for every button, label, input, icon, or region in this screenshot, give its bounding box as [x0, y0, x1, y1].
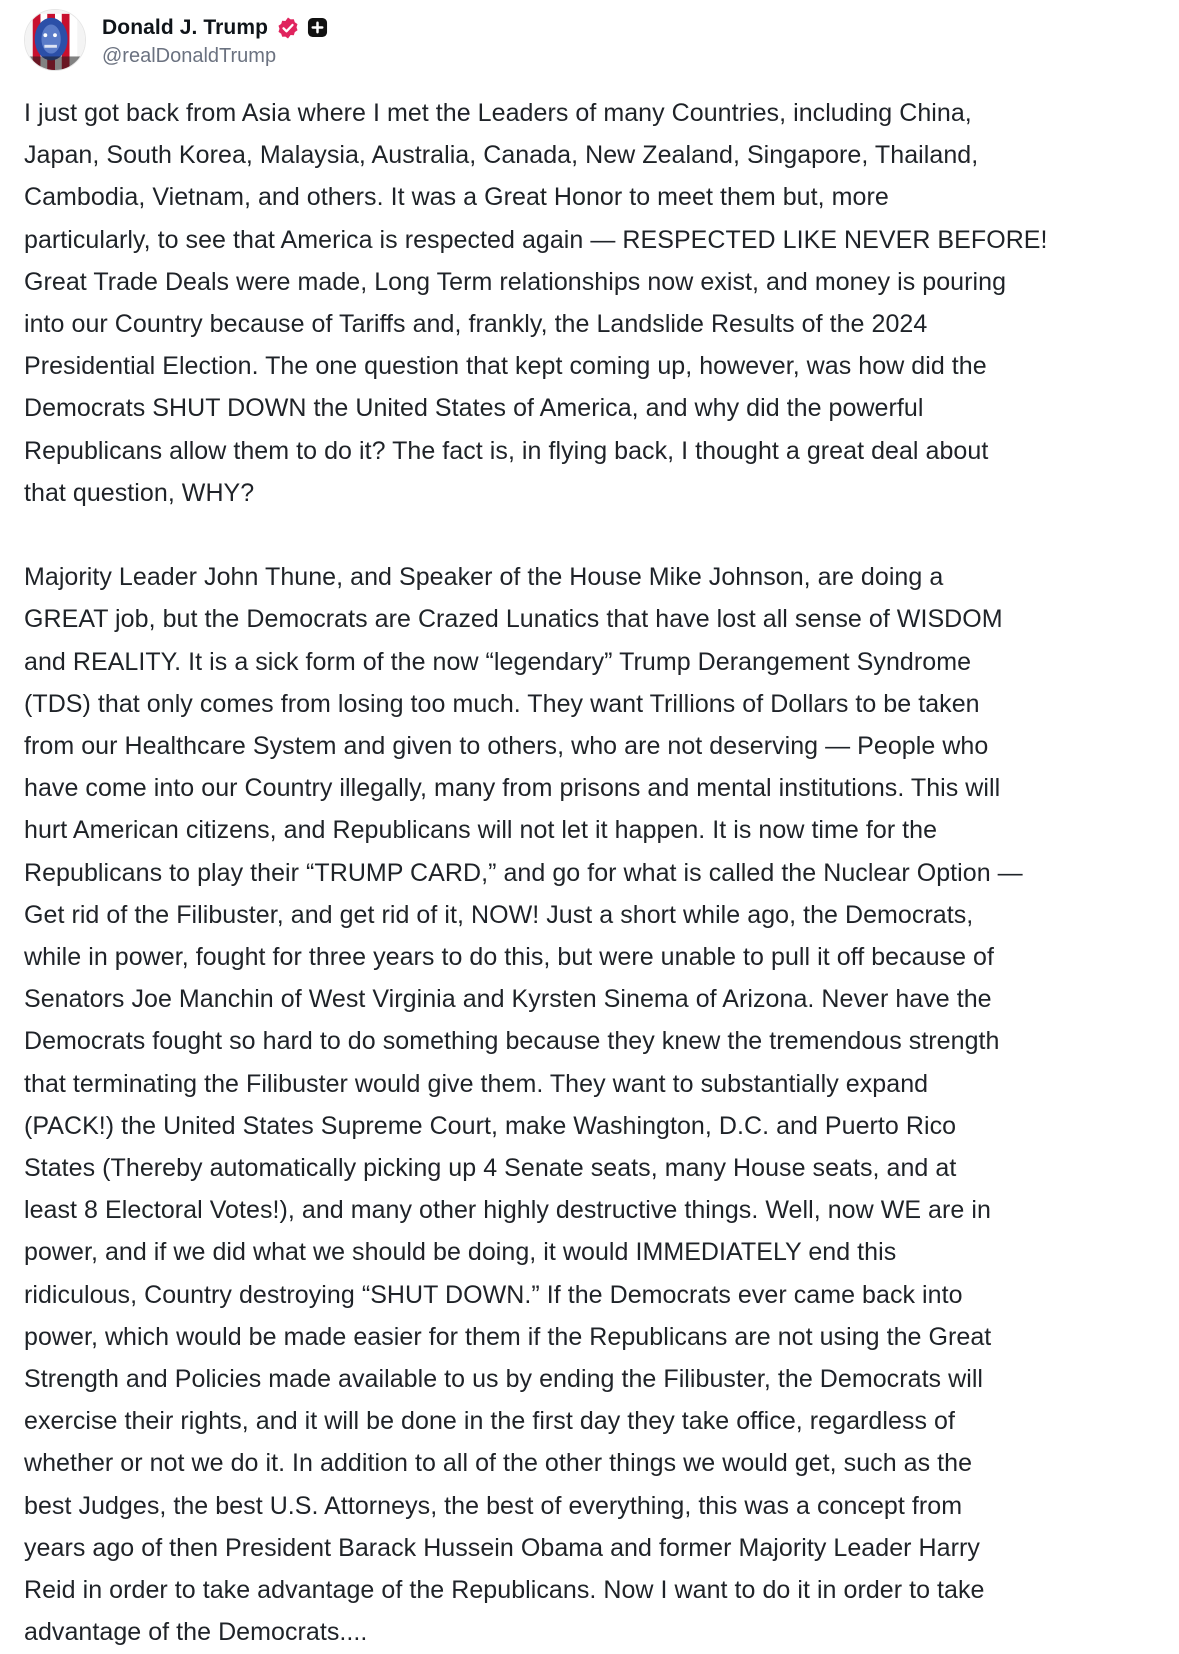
post-paragraph-1: I just got back from Asia where I met the Leaders of many Countries, including China, Japan, South Korea, Malaysia, Australia, Canada, New Zealand, Singapore, Thailand, Cambodia, Vietnam, and others. It was a Great Honor to meet them but, more particularly, to see that America is respected again — RESPECTED LIKE NEVER BEFORE! Great Trade Deals were made, Long Term relationships now exist, and money is pouring into our Country because of Tariffs and, frankly, the Landslide Results of the 2024 Presidential Election. The one question that kept coming up, however, was how did the Democrats SHUT DOWN the United States of America, and why did the powerful Republicans allow them to do it? The fact is, in flying back, I thought a great deal about that question, WHY? — [24, 99, 1048, 507]
plus-badge-icon — [307, 17, 328, 38]
post-paragraph-2: Majority Leader John Thune, and Speaker of the House Mike Johnson, are doing a GREAT job, but the Democrats are Crazed Lunatics that have lost all sense of WISDOM and REALITY. It is a sick form of the now “legendary” Trump Derangement Syndrome (TDS) that only comes from losing too much. They want Trillions of Dollars to be taken from our Healthcare System and given to others, who are not deserving — People who have come into our Country illegally, many from prisons and mental institutions. This will hurt American citizens, and Republicans will not let it happen. It is now time for the Republicans to play their “TRUMP CARD,” and go for what is called the Nuclear Option — Get rid of the Filibuster, and get rid of it, NOW! Just a short while ago, the Democrats, while in power, fought for three years to do this, but were unable to pull it off because of Senators Joe Manchin of West Virginia and Kyrsten Sinema of Arizona. Never have the Democrats fought so hard to do something because they knew the tremendous strength that terminating the Filibuster would give them. They want to substantially expand (PACK!) the United States Supreme Court, make Washington, D.C. and Puerto Rico States (Thereby automatically picking up 4 Senate seats, many House seats, and at least 8 Electoral Votes!), and many other highly destructive things. Well, now WE are in power, and if we did what we should be doing, it would IMMEDIATELY end this ridiculous, Country destroying “SHUT DOWN.” If the Democrats ever came back into power, which would be made easier for them if the Republicans are not using the Great Strength and Policies made available to us by ending the Filibuster, the Democrats will exercise their rights, and it will be done in the first day they take office, regardless of whether or not we do it. In addition to all of the other things we would get, such as the best Judges, the best U.S. Attorneys, the best of everything, this was a concept from years ago of then President Barack Hussein Obama and former Majority Leader Harry Reid in order to take advantage of the Republicans. Now I want to do it in order to take advantage of the Democrats.... — [24, 563, 1023, 1647]
author-display-name[interactable]: Donald J. Trump — [102, 15, 269, 39]
post-header — [24, 8, 328, 72]
avatar[interactable] — [24, 9, 86, 71]
author-identity — [102, 13, 328, 68]
author-name-row — [102, 13, 328, 43]
verified-badge-icon — [276, 16, 300, 40]
post-body — [24, 92, 1164, 1654]
author-handle[interactable]: @realDonaldTrump — [102, 44, 277, 67]
avatar-image — [25, 10, 85, 70]
